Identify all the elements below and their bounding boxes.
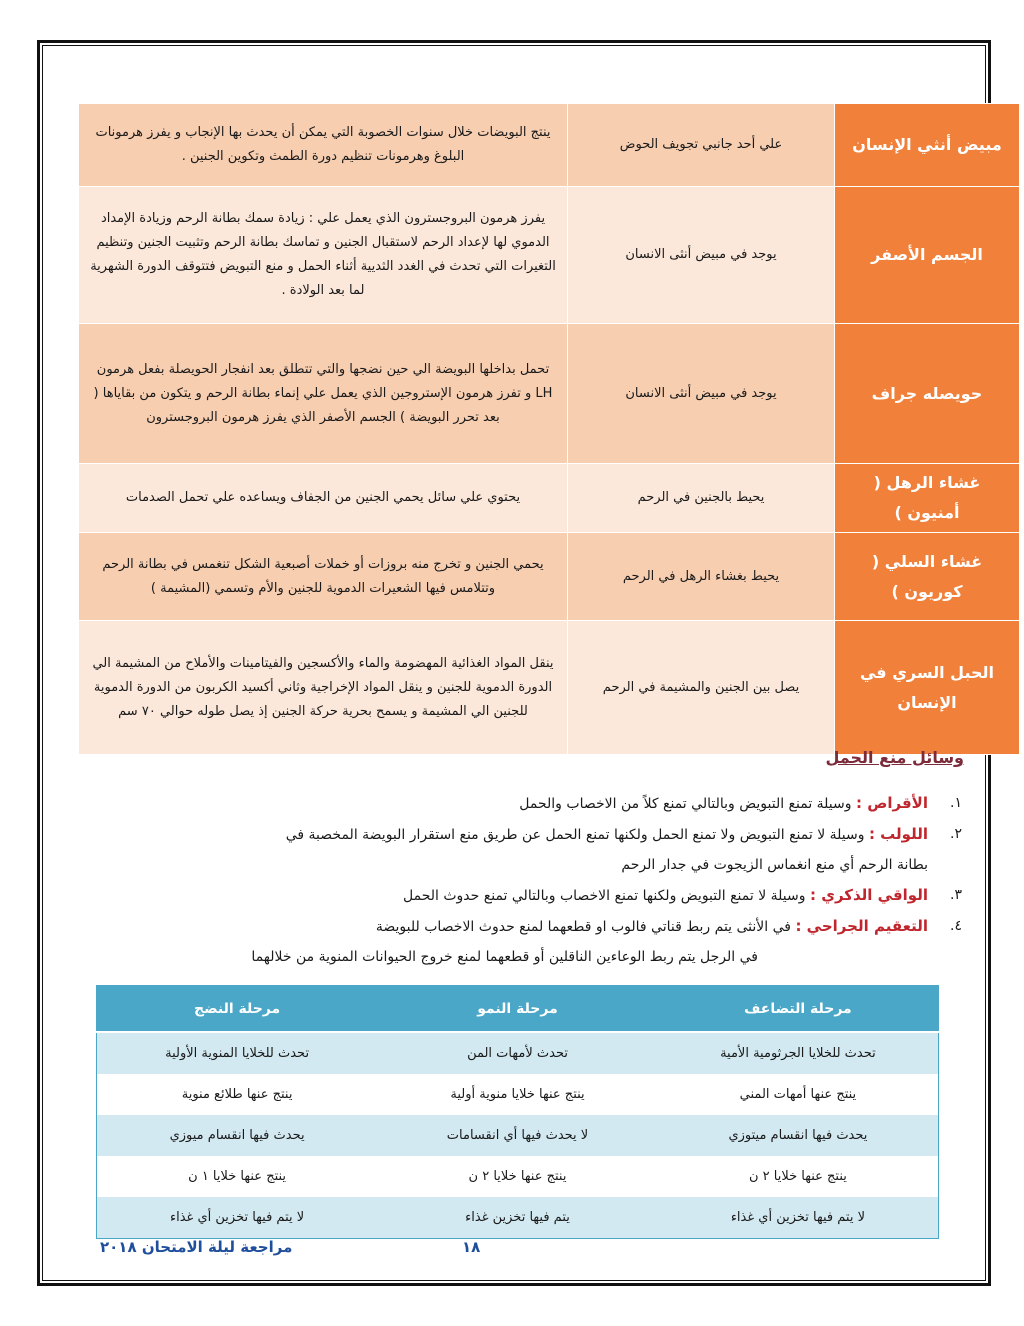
table-row <box>97 1074 939 1115</box>
table-cell: تحدث لأمهات المن <box>377 1032 658 1074</box>
organ-name: مبيض أنثي الإنسان <box>835 104 1020 187</box>
table-row <box>97 1156 939 1197</box>
item-term: الأقراص : <box>855 794 928 812</box>
organ-name: الحبل السري في الإنسان <box>835 621 1020 755</box>
column-header: مرحلة النمو <box>377 986 658 1033</box>
item-text: وسيلة تمنع التبويض وبالتالي تمنع كلاً من الاخصاب والحمل <box>519 796 852 812</box>
organ-place: يحيط بالجنين في الرحم <box>568 464 835 533</box>
item-term: اللولب : <box>868 825 928 843</box>
item-text-extra: في الرجل يتم ربط الوعاءين الناقلين أو قطعهما لمنع خروج الحيوانات المنوية من خلالهما <box>251 949 758 965</box>
stages-table <box>96 985 939 1239</box>
list-item <box>92 819 962 880</box>
table-row <box>79 533 1020 621</box>
table-cell: تحدث للخلايا المنوية الأولية <box>97 1032 378 1074</box>
list-item <box>92 911 962 972</box>
table-row <box>79 104 1020 187</box>
table-cell: ينتج عنها خلايا ٢ ن <box>658 1156 939 1197</box>
footer-title: مراجعة ليلة الامتحان ٢٠١٨ <box>100 1238 293 1256</box>
column-header: مرحلة التضاعف <box>658 986 939 1033</box>
table-cell: ينتج عنها خلايا ٢ ن <box>377 1156 658 1197</box>
organ-name: غشاء الرهل ( أمنيون ) <box>835 464 1020 533</box>
organ-function: ينقل المواد الغذائية المهضومة والماء والأكسجين والفيتامينات والأملاح من المشيمة الي الدورة الدموية للجنين و ينقل المواد الإخراجية وثاني أكسيد الكربون من الدورة الدموية للجنين الي المشيمة و يسمح بحرية حركة الجنين إذ يصل طوله حوالي ٧٠ سم <box>79 621 568 755</box>
table-cell: ينتج عنها خلايا منوية أولية <box>377 1074 658 1115</box>
organ-function: يحتوي علي سائل يحمي الجنين من الجفاف ويساعده علي تحمل الصدمات <box>79 464 568 533</box>
contraception-list <box>92 788 962 972</box>
table-row <box>79 621 1020 755</box>
organ-place: يحيط بغشاء الرهل في الرحم <box>568 533 835 621</box>
table-header-row <box>97 986 939 1033</box>
section-heading: وسائل منع الحمل <box>825 748 964 767</box>
item-text: وسيلة لا تمنع التبويض ولكنها تمنع الاخصاب وبالتالي تمنع حدوث الحمل <box>403 888 806 904</box>
list-item <box>92 788 962 819</box>
item-number: ١. <box>950 795 962 811</box>
page-number: ١٨ <box>462 1238 481 1256</box>
table-row <box>97 1197 939 1239</box>
table-cell: يحدث فيها انقسام ميتوزي <box>658 1115 939 1156</box>
item-number: ٤. <box>950 918 962 934</box>
item-number: ٣. <box>950 887 962 903</box>
item-text: وسيلة لا تمنع التبويض ولا تمنع الحمل ولكنها تمنع الحمل عن طريق منع استقرار البويضة المخصبة في <box>285 827 865 843</box>
table-row <box>97 1032 939 1074</box>
table-row <box>79 464 1020 533</box>
organ-name: حويصله جراف <box>835 324 1020 464</box>
table-cell: ينتج عنها خلايا ١ ن <box>97 1156 378 1197</box>
table-cell: يتم فيها تخزين غذاء <box>377 1197 658 1239</box>
table-cell: لا يتم فيها تخزين أي غذاء <box>658 1197 939 1239</box>
column-header: مرحلة النضج <box>97 986 378 1033</box>
organ-function: ينتج البويضات خلال سنوات الخصوبة التي يمكن أن يحدث بها الإنجاب و يفرز هرمونات البلوغ وهرمونات تنظيم دورة الطمث وتكوين الجنين . <box>79 104 568 187</box>
table-row <box>79 187 1020 324</box>
list-item <box>92 880 962 911</box>
organ-place: يوجد في مبيض أنثى الانسان <box>568 187 835 324</box>
item-term: التعقيم الجراحي : <box>795 917 928 935</box>
organ-name: الجسم الأصفر <box>835 187 1020 324</box>
table-cell: ينتج عنها أمهات المني <box>658 1074 939 1115</box>
organ-name: غشاء السلي ( كوريون ) <box>835 533 1020 621</box>
table-cell: لا يحدث فيها أي انقسامات <box>377 1115 658 1156</box>
organ-place: علي أحد جانبي تجويف الحوض <box>568 104 835 187</box>
item-number: ٢. <box>950 826 962 842</box>
item-text: في الأنثى يتم ربط قناتي فالوب او قطعهما لمنع حدوث الاخصاب للبويضة <box>375 919 791 935</box>
table-row <box>79 324 1020 464</box>
organ-table <box>78 103 1020 755</box>
item-term: الواقي الذكري : <box>809 886 928 904</box>
organ-function: يفرز هرمون البروجسترون الذي يعمل علي : زيادة سمك بطانة الرحم وزيادة الإمداد الدموي لها لإعداد الرحم لاستقبال الجنين و تماسك بطانة الرحم وتثبيت الجنين وتنظيم التغيرات التي تحدث في الغدد الثديية أثناء الحمل و منع التبويض فتتوقف الدورة الشهرية لما بعد الولادة . <box>79 187 568 324</box>
table-row <box>97 1115 939 1156</box>
organ-place: يوجد في مبيض أنثى الانسان <box>568 324 835 464</box>
table-cell: ينتج عنها طلائع منوية <box>97 1074 378 1115</box>
table-cell: يحدث فيها انقسام ميوزي <box>97 1115 378 1156</box>
organ-function: يحمي الجنين و تخرج منه بروزات أو خملات أصبعية الشكل تنغمس في بطانة الرحم وتتلامس فيها الشعيرات الدموية للجنين والأم وتسمي (المشيمة ) <box>79 533 568 621</box>
organ-function: تحمل بداخلها البويضة الي حين نضجها والتي تتطلق بعد انفجار الحويصلة بفعل هرمون LH و تفرز هرمون الإستروجين الذي يعمل علي إنماء بطانة الرحم و يتكون من بقاياها ( بعد تحرر البويضة ) الجسم الأصفر الذي يفرز هرمون البروجسترون <box>79 324 568 464</box>
organ-place: يصل بين الجنين والمشيمة في الرحم <box>568 621 835 755</box>
table-cell: تحدث للخلايا الجرثومية الأمية <box>658 1032 939 1074</box>
item-text-continued: بطانة الرحم أي منع انغماس الزيجوت في جدار الرحم <box>621 857 928 873</box>
table-cell: لا يتم فيها تخزين أي غذاء <box>97 1197 378 1239</box>
